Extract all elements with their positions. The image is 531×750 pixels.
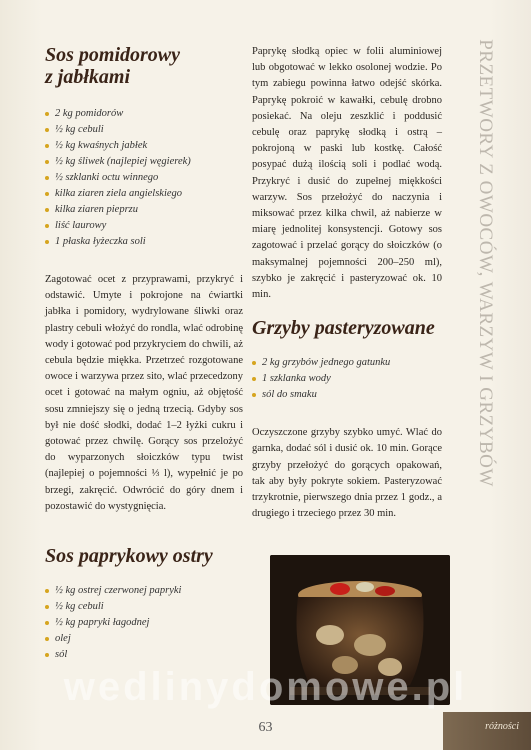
right-column bbox=[252, 44, 442, 522]
list-item: ½ szklanki octu winnego bbox=[45, 170, 243, 186]
chapter-side-title: PRZETWORY Z OWOCÓW, WARZYW I GRZYBÓW bbox=[475, 39, 496, 487]
list-item: olej bbox=[45, 631, 243, 647]
ingredient-list bbox=[45, 583, 243, 663]
list-item: ½ kg cebuli bbox=[45, 122, 243, 138]
watermark: wedlinydomowe.pl bbox=[63, 665, 468, 709]
list-item: kilka ziaren pieprzu bbox=[45, 202, 243, 218]
list-item: kilka ziaren ziela angielskiego bbox=[45, 186, 243, 202]
list-item: liść laurowy bbox=[45, 218, 243, 234]
ingredient-list bbox=[45, 106, 243, 250]
list-item: 2 kg grzybów jednego gatunku bbox=[252, 355, 442, 371]
list-item: ½ kg śliwek (najlepiej węgierek) bbox=[45, 154, 243, 170]
left-column bbox=[45, 44, 243, 663]
list-item: ½ kg kwaśnych jabłek bbox=[45, 138, 243, 154]
list-item: sól bbox=[45, 647, 243, 663]
section-tab: różności bbox=[443, 712, 531, 750]
recipe-method: Oczyszczone grzyby szybko umyć. Wlać do garnka, dodać sól i dusić ok. 10 min. Gorące grzyby przełożyć do gorących opakowań, tak aby były pokryte sokiem. Pasteryzować trzykrotnie, pierwszego dnia przez 1 godz., a drugiego i trzeciego przez 30 min. bbox=[252, 427, 442, 520]
list-item: ½ kg cebuli bbox=[45, 599, 243, 615]
list-item: ½ kg ostrej czerwonej papryki bbox=[45, 583, 243, 599]
recipe-title-grzyby: Grzyby pasteryzowane bbox=[252, 317, 435, 340]
page-number: 63 bbox=[258, 720, 273, 735]
ingredient-list bbox=[252, 355, 442, 403]
recipe-title-sos-pomidorowy: Sos pomidorowy z jabłkami bbox=[45, 44, 181, 88]
list-item: 1 płaska łyżeczka soli bbox=[45, 234, 243, 250]
recipe-method: Paprykę słodką opiec w folii aluminiowej lub obgotować w lekko osolonej wodzie. Po tym zabiegu powinna łatwo odejść skórka. Paprykę pokroić w kawałki, cebulę drobno posiekać. Na oleju zeszklić i poddusić cebulę oraz paprykę słodką i ostrą – pokrojoną w paski lub kostkę. Całość posypać dużą ilością soli i podlać wodą. Przykryć i dusić do zupełnej miękkości warzyw. Sos przełożyć do naczynia i miksować przez kilka chwil, aż nabierze w miarę jednolitej konsystencji. Gotowy sos zagotować i przelać gorący do słoiczków (o maksymalnej pojemności 200–250 ml), szybko je zakręcić i pasteryzować ok. 10 min. bbox=[252, 46, 442, 301]
list-item: ½ kg papryki łagodnej bbox=[45, 615, 243, 631]
recipe-method: Zagotować ocet z przyprawami, przykryć i odstawić. Umyte i pokrojone na ćwiartki jabłka i pomidory, wydrylowane śliwki oraz plastry cebuli włożyć do rondla, wlać odrobinę wody i gotować pod przykryciem do chwili, aż cebula będzie miękka. Przetrzeć rozgotowane owoce i warzywa przez sito, wlać przecedzony ocet i gotować na małym ogniu, aż objętość sosu zmniejszy się o jedną trzecią. Gdyby sos był nie dość słodki, dodać 1–2 łyżki cukru i gotować przez chwilę. Gorący sos przelożyć do wyparzonych słoiczków typu twist (najlepiej o pojemności ⅓ l), wypełnić je po brzegi, zakręcić. Odwrócić do góry dnem i pozostawić do wystygnięcia. bbox=[45, 274, 243, 512]
recipe-title-sos-paprykowy: Sos paprykowy ostry bbox=[45, 545, 213, 568]
list-item: 2 kg pomidorów bbox=[45, 106, 243, 122]
list-item: 1 szklanka wody bbox=[252, 371, 442, 387]
list-item: sól do smaku bbox=[252, 387, 442, 403]
